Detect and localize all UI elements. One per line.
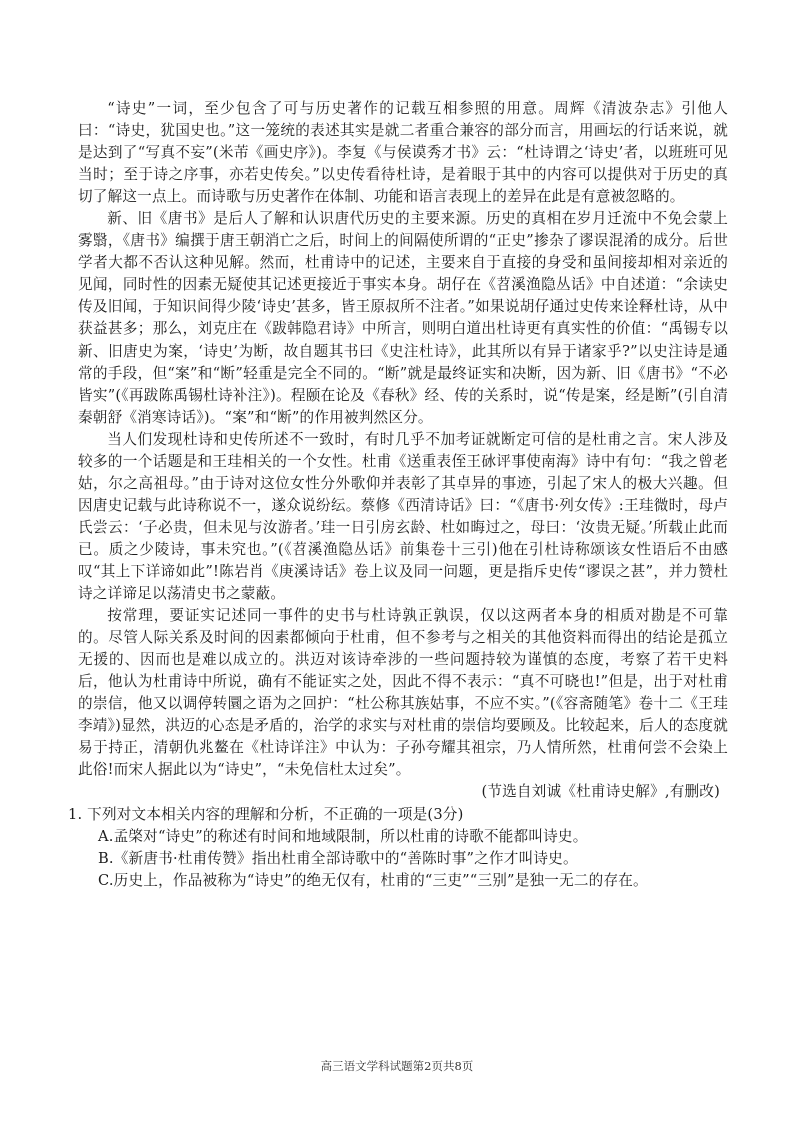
question-option-a: A.孟棨对“诗史”的称述有时间和地域限制，所以杜甫的诗歌不能都叫诗史。 [98,827,588,845]
passage-paragraph-1: “诗史”一词，至少包含了可与历史著作的记载互相参照的用意。周辉《清波杂志》引他人曰：“诗史，犹国史也。”这一笼统的表述其实是就二者重合兼容的部分而言，用画坛的行话来说，就是达到了“写真不妄”(米芾《画史序》)。李复《与侯谟秀才书》云：“杜诗谓之‘诗史’者，以班班可见当时；至于诗之序事，亦若史传矣。”以史传看待杜诗，是着眼于其中的内容可以提供对于历史的真切了解这一点上。而诗歌与历史著作在体制、功能和语言表现上的差异在此是有意被忽略的。 [78,100,728,206]
question-option-b: B.《新唐书·杜甫传赞》指出杜甫全部诗歌中的“善陈时事”之作才叫诗史。 [98,849,578,867]
page-footer: 高三语文学科试题第2页共8页 [320,1059,474,1073]
reading-passage [68,98,728,892]
passage-paragraph-4: 按常理，要证实记述同一事件的史书与杜诗孰正孰误，仅以这两者本身的相质对勘是不可靠的。尽管人际关系及时间的因素都倾向于杜甫，但不参考与之相关的其他资料而得出的结论是孤立无援的、因而也是难以成立的。洪迈对该诗牵涉的一些问题持较为谨慎的态度，考察了若干史料后，他认为杜甫诗中所说，确有不能证实之处，因此不得不表示：“真不可晓也!”但是，出于对杜甫的崇信，他又以调停转圜之语为之回护：“杜公称其族姑事，不应不实。”(《容斋随笔》卷十二《王珪李靖》)显然，洪迈的心态是矛盾的，治学的求实与对杜甫的崇信均要顾及。比较起来，后人的态度就易于持正，清朝仇兆鳌在《杜诗详注》中认为：子孙夸耀其祖宗，乃人情所然，杜甫何尝不会染上此俗!而宋人据此以为“诗史”，“未免信杜太过矣”。 [78,607,728,779]
passage-paragraph-2: 新、旧《唐书》是后人了解和认识唐代历史的主要来源。历史的真相在岁月迁流中不免会蒙上雾翳，《唐书》编撰于唐王朝消亡之后，时间上的间隔使所谓的“正史”掺杂了谬误混淆的成分。后世学者大都不否认这种见解。然而，杜甫诗中的记述，主要来自于直接的身受和虽间接却相对亲近的见闻，同时性的因素无疑使其记述更接近于事实本身。胡仔在《苕溪渔隐丛话》中自述道：“余读史传及旧闻，于知识间得少陵‘诗史’甚多，皆王原叔所不注者。”如果说胡仔通过史传来诠释杜诗，从中获益甚多；那么，刘克庄在《跋韩隐君诗》中所言，则明白道出杜诗更有真实性的价值：“禹锡专以新、旧唐史为案，‘诗史’为断，故自题其书曰《史注杜诗》，此其所以有异于诸家乎?”以史注诗是通常的手段，但“案”和“断”轻重是完全不同的。“断”就是最终证实和决断，因为新、旧《唐书》“不必皆实”(《再跋陈禹锡杜诗补注》)。程颐在论及《春秋》经、传的关系时，说“传是案，经是断”(引自清秦朝舒《消寒诗话》)。“案”和“断”的作用被判然区分。 [78,210,728,426]
question-stem: 1. 下列对文本相关内容的理解和分析，不正确的一项是(3分) [68,805,464,823]
passage-source-citation: (节选自刘诚《杜甫诗史解》,有删改) [481,783,720,801]
passage-paragraph-3: 当人们发现杜诗和史传所述不一致时，有时几乎不加考证就断定可信的是杜甫之言。宋人涉及较多的一个话题是和王珪相关的一个女性。杜甫《送重表侄王砅评事使南海》诗中有句：“我之曾老姑，尔之高祖母。”由于诗对这位女性分外歌仰并表彰了其卓异的事迹，引起了宋人的极大兴趣。但因唐史记载与此诗称说不一，遂众说纷纭。蔡修《西清诗话》曰：“《唐书·列女传》:王珪微时，母卢氏尝云：‘子必贵，但未见与汝游者。’珪一日引房玄龄、杜如晦过之，母曰：‘汝贵无疑。’所载止此而已。质之少陵诗，事未究也。”(《苕溪渔隐丛话》前集卷十三引)他在引杜诗称颂该女性语后不由感叹“其上下详谛如此”!陈岩肖《庚溪诗话》卷上议及同一问题，更是指斥史传“谬误之甚”，并力赞杜诗之详谛足以荡清史书之蒙蔽。 [78,430,728,603]
question-option-c: C.历史上，作品被称为“诗史”的绝无仅有，杜甫的“三吏”“三别”是独一无二的存在。 [98,871,648,889]
